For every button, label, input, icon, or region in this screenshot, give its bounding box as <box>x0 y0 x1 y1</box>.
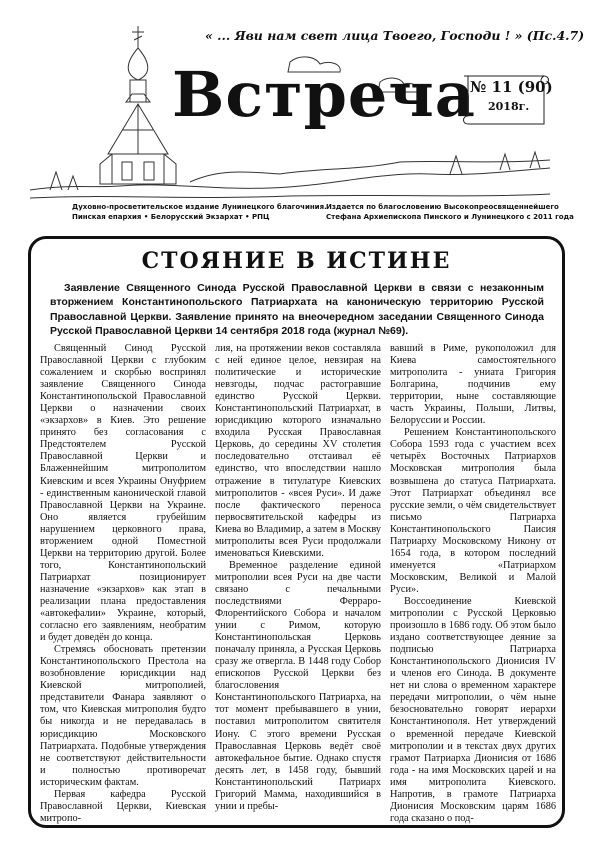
issue-number: № 11 (90) <box>470 78 553 96</box>
article-lead: Заявление Священного Синода Русской Православной Церкви в связи с незаконным вторжением Константинопольского Патриархата на каноническую территорию Русской Православной Церкви. Заявление принято на внеочередном заседании Священного Синода Русской Православной Церкви 14 сентября 2018 года (журнал №69). <box>50 282 544 338</box>
paragraph: Стремясь обосновать претензии Константинопольского Престола на возобновление юрисдикции над Киевской митрополией, представители Фанара заявляют о том, что Киевская митрополия будто бы никогда и не передавалась в юрисдикцию Московского Патриархата. Подобные утверждения не соответствуют действительности и полностью противоречат историческим фактам. <box>40 644 206 788</box>
paragraph: вавший в Риме, рукоположил для Киева самостоятельного митрополита - униата Григория Болгарина, подчинив ему территории, ныне составляющие часть Украины, Польши, Литвы, Белоруссии и России. <box>390 343 556 427</box>
article-column-1 <box>40 343 206 825</box>
paragraph: лия, на протяжении веков составляла с ней единое целое, невзирая на политические и исторические невзгоды, подчас растогравшие единство Русской Церкви. Константинопольский Патриархат, в юрисдикцию которого изначально входила Русская Православная Церковь, до середины XV столетия последовательно отстаивал её единство, что впоследствии нашло отражение в титулатуре Киевских митрополитов - «всея Руси». И даже после фактического переноса первосвятительской кафедры из Киева во Владимир, а затем в Москву митрополиты всея Руси продолжали именоваться Киевскими. <box>215 343 381 559</box>
diocese-line: Пинская епархия • Белорусский Экзархат • РПЦ <box>72 213 270 221</box>
archbishop-line: Стефана Архиепископа Пинского и Лунинецкого с 2011 года <box>326 213 574 221</box>
masthead-title: Встреча <box>172 58 476 131</box>
blessing-line: Издается по благословению Высокопреосвященнейшего <box>326 203 559 211</box>
article-column-2 <box>215 343 381 813</box>
article-column-3 <box>390 343 556 825</box>
issue-year: 2018г. <box>488 100 530 113</box>
epigraph: « ... Яви нам свет лица Твоего, Господи ! » (Пс.4.7) <box>205 28 585 43</box>
paragraph: Временное разделение единой митрополии всея Руси на две части связано с печальными последствиями Ферраро-Флорентийского Собора и началом унии с Римом, которую Константинопольская Церковь поначалу приняла, а Русская Церковь сразу же отвергла. В 1448 году Собор епископов Русской Церкви без благословения Константинопольского Патриарха, на тот момент пребывавшего в унии, поставил митрополитом святителя Иону. С этого времени Русская Православная Церковь ведёт своё автокефальное бытие. Однако спустя десять лет, в 1458 году, бывший Константинопольский Патриарх Григорий Мамма, находившийся в унии и пребы- <box>215 559 381 812</box>
publisher-line: Духовно-просветительское издание Лунинецкого благочиния. <box>72 203 327 211</box>
paragraph: Решением Константинопольского Собора 1593 года с участием всех четырёх Восточных Патриархов Московская митрополия была возвышена до статуса Патриархата. Этот Патриархат объединял все русские земли, о чём свидетельствует письмо Патриарха Константинопольского Паисия Патриарху Московскому Никону от 1654 года, в котором последний именуется «Патриархом Московским, Великой и Малой Руси». <box>390 427 556 595</box>
article-title: СТОЯНИЕ В ИСТИНЕ <box>141 248 452 274</box>
paragraph: Воссоединение Киевской митрополии с Русской Церковью произошло в 1686 году. Об этом было издано соответствующее деяние за подписью Патриарха Константинопольского Дионисия IV и членов его Синода. В документе нет ни слова о временном характере передачи митрополии, о чём ныне безосновательно говорят иерархи Константинополя. Нет утверждений о временной передаче Киевской митрополии и в текстах двух других грамот Патриарха Дионисия от 1686 года - на имя Московских царей и на имя митрополита Киевского. Напротив, в грамоте Патриарха Дионисия Московским царям 1686 года сказано о под- <box>390 595 556 824</box>
paragraph: Священный Синод Русской Православной Церкви с глубоким сожалением и скорбью воспринял заявление Священного Синода Константинопольской Православной Церкви о назначении своих «экзархов» в Киев. Это решение принято без согласования с Предстоятелем Русской Православной Церкви и Блаженнейшим митрополитом Киевским и всея Украины Онуфрием - единственным канонической главой Православной Церкви на Украине. Оно является грубейшим нарушением церковного права, вторжением одной Поместной Церкви на территорию другой. Более того, Константинопольский Патриархат позиционирует назначение «экзархов» как этап в реализации плана предоставления «автокефалии» Украине, который, согласно его заявлениям, необратим и будет доведён до конца. <box>40 343 206 644</box>
paragraph: Первая кафедра Русской Православной Церкви, Киевская митропо- <box>40 788 206 824</box>
